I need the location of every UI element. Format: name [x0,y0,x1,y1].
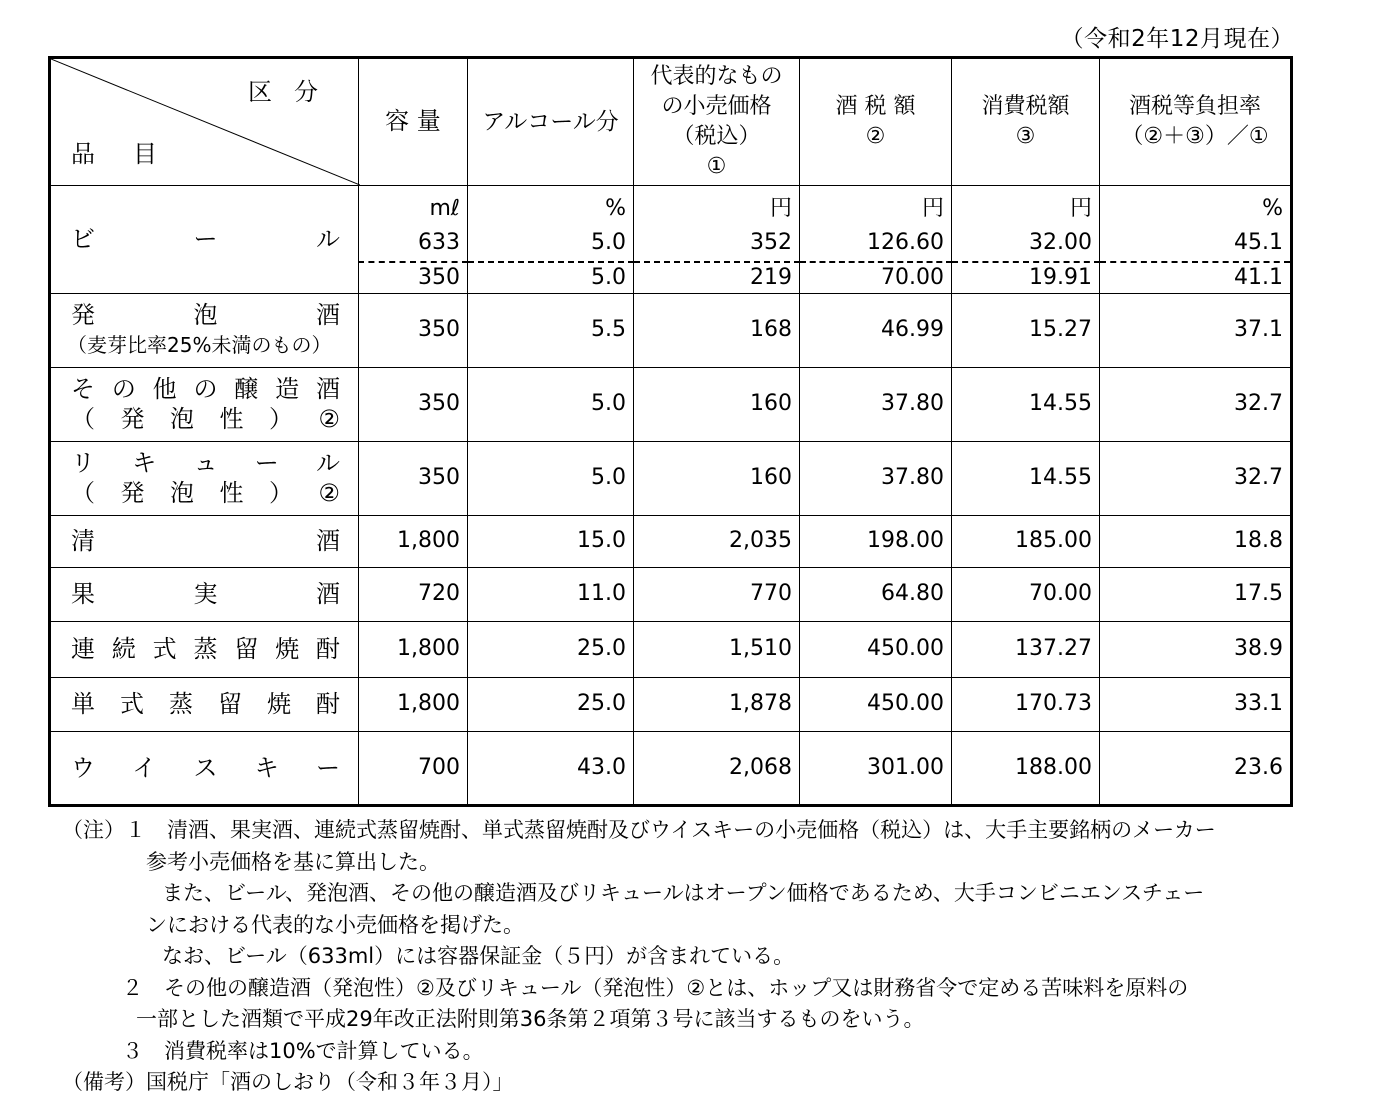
item-name: 清 酒 [71,527,340,555]
item-name: 果 実 酒 [71,580,340,608]
cell-consumption-tax: 188.00 [952,731,1100,805]
cell-consumption-tax: 円 32.00 [952,186,1100,262]
cell-retail-price: 円 352 [634,186,800,262]
cell-liquor-tax: 450.00 [800,677,952,731]
cell-capacity: 350 [359,441,468,515]
item-name: ビ ー ル [71,225,340,254]
cell-alcohol: 5.5 [468,293,634,367]
cell-alcohol: 5.0 [468,367,634,441]
cell-alcohol: 43.0 [468,731,634,805]
cell-capacity: 720 [359,567,468,621]
cell-alcohol: 5.0 [468,262,634,294]
cell-retail-price: 2,035 [634,515,800,567]
unit-capacity: mℓ [429,196,460,221]
table-row [50,293,1292,367]
header-burden-rate: 酒税等負担率 （②＋③）／① [1100,58,1292,186]
cell-alcohol: 25.0 [468,677,634,731]
header-alcohol: アルコール分 [468,58,634,186]
item-name: 単 式 蒸 留 焼 酎 [71,690,340,718]
cell-consumption-tax: 14.55 [952,367,1100,441]
header-retail-price: 代表的なもの の小売価格 （税込） ① [634,58,800,186]
cell-capacity: 350 [359,262,468,294]
cell-consumption-tax: 137.27 [952,621,1100,677]
table-row [50,367,1292,441]
cell-liquor-tax: 301.00 [800,731,952,805]
cell-liquor-tax: 64.80 [800,567,952,621]
cell-liquor-tax: 37.80 [800,441,952,515]
header-liquor-tax: 酒 税 額 ② [800,58,952,186]
cell-burden-rate: 18.8 [1100,515,1292,567]
date-note: （令和2年12月現在） [1060,26,1294,52]
table-row-beer-633 [50,186,1292,262]
item-name-cell [50,621,359,677]
cell-consumption-tax: 14.55 [952,441,1100,515]
cell-alcohol: 25.0 [468,621,634,677]
note-1-line-5: なお、ビール（633ml）には容器保証金（５円）が含まれている。 [162,944,795,968]
item-name: 発 泡 酒 [71,301,340,329]
cell-burden-rate: % 45.1 [1100,186,1292,262]
cell-liquor-tax: 37.80 [800,367,952,441]
header-consumption-tax: 消費税額 ③ [952,58,1100,186]
cell-alcohol: 5.0 [468,441,634,515]
cell-capacity: 1,800 [359,677,468,731]
cell-consumption-tax: 170.73 [952,677,1100,731]
cell-capacity: mℓ 633 [359,186,468,262]
item-name-cell [50,367,359,441]
cell-consumption-tax: 70.00 [952,567,1100,621]
note-1-line-4: ンにおける代表的な小売価格を掲げた。 [146,912,524,937]
header-row [50,58,1292,186]
item-name-cell [50,731,359,805]
header-hinmoku: 品目 [71,140,195,168]
cell-burden-rate: 37.1 [1100,293,1292,367]
table-row [50,567,1292,621]
item-name: 連 続 式 蒸 留 焼 酎 [71,635,340,663]
cell-consumption-tax: 19.91 [952,262,1100,294]
cell-consumption-tax: 185.00 [952,515,1100,567]
liquor-tax-table [48,56,1293,807]
cell-burden-rate: 41.1 [1100,262,1292,294]
cell-burden-rate: 33.1 [1100,677,1292,731]
cell-liquor-tax: 198.00 [800,515,952,567]
cell-retail-price: 160 [634,367,800,441]
item-subname: （麦芽比率25%未満のもの） [67,333,332,357]
cell-retail-price: 2,068 [634,731,800,805]
unit-alcohol: % [605,196,626,221]
cell-liquor-tax: 70.00 [800,262,952,294]
cell-retail-price: 770 [634,567,800,621]
table-row [50,677,1292,731]
notes [62,815,1216,1099]
cell-retail-price: 168 [634,293,800,367]
cell-alcohol: 15.0 [468,515,634,567]
cell-alcohol: 11.0 [468,567,634,621]
cell-retail-price: 219 [634,262,800,294]
cell-capacity: 1,800 [359,515,468,567]
cell-capacity: 350 [359,293,468,367]
cell-burden-rate: 17.5 [1100,567,1292,621]
cell-consumption-tax: 15.27 [952,293,1100,367]
cell-retail-price: 160 [634,441,800,515]
table-row [50,441,1292,515]
table-row [50,621,1292,677]
header-category-item [50,58,359,186]
header-kubun: 区分 [248,78,340,106]
cell-liquor-tax: 46.99 [800,293,952,367]
cell-burden-rate: 32.7 [1100,367,1292,441]
item-name-cell [50,567,359,621]
cell-capacity: 700 [359,731,468,805]
item-name-cell [50,515,359,567]
table-body [50,293,1292,805]
cell-capacity: 1,800 [359,621,468,677]
note-1-line-1: （注）１ 清酒、果実酒、連続式蒸留焼酎、単式蒸留焼酎及びウイスキーの小売価格（税込）は、大手主要銘柄のメーカー [62,818,1216,842]
cell-retail-price: 1,510 [634,621,800,677]
unit-burden-rate: % [1262,196,1283,221]
note-3: ３ 消費税率は10%で計算している。 [122,1038,484,1063]
note-1-line-2: 参考小売価格を基に算出した。 [146,849,440,874]
table-row [50,515,1292,567]
note-2-line-1: ２ その他の醸造酒（発泡性）②及びリキュール（発泡性）②とは、ホップ又は財務省令で定める苦味料を原料の [122,975,1189,1000]
cell-liquor-tax: 450.00 [800,621,952,677]
cell-alcohol: % 5.0 [468,186,634,262]
cell-capacity: 350 [359,367,468,441]
item-name: リ キ ュ ー ル [71,449,340,477]
note-2-line-2: 一部とした酒類で平成29年改正法附則第36条第２項第３号に該当するものをいう。 [136,1007,925,1031]
unit-liquor-tax: 円 [921,196,944,221]
cell-liquor-tax: 円 126.60 [800,186,952,262]
header-capacity: 容 量 [359,58,468,186]
item-name-cell [50,677,359,731]
cell-burden-rate: 38.9 [1100,621,1292,677]
unit-retail-price: 円 [769,196,792,221]
item-subname: （ 発 泡 性 ） ② [71,405,340,433]
beer-name-cell [50,186,359,294]
note-1-line-3: また、ビール、発泡酒、その他の醸造酒及びリキュールはオープン価格であるため、大手コンビニエンスチェー [162,881,1205,905]
item-name: ウ イ ス キ ー [71,753,340,782]
item-name-cell [50,441,359,515]
cell-burden-rate: 32.7 [1100,441,1292,515]
remarks-source: （備考）国税庁「酒のしおり（令和３年３月）」 [62,1070,514,1094]
cell-burden-rate: 23.6 [1100,731,1292,805]
unit-consumption-tax: 円 [1069,196,1092,221]
cell-retail-price: 1,878 [634,677,800,731]
table-row [50,731,1292,805]
item-name: そ の 他 の 醸 造 酒 [71,375,340,403]
item-name-cell [50,293,359,367]
item-subname: （ 発 泡 性 ） ② [71,479,340,507]
